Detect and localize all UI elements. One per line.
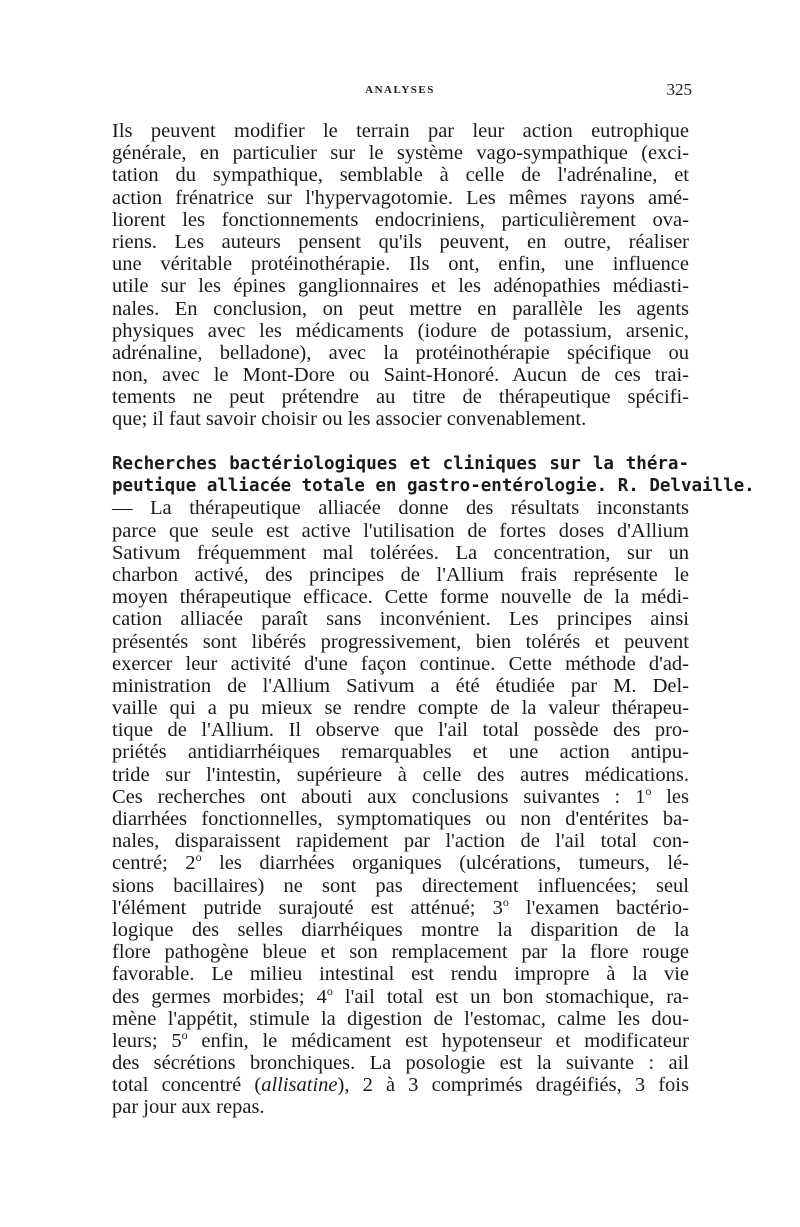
text-line: générale, en particulier sur le système vago-sympathique (exci- — [112, 142, 689, 165]
text-line: favorable. Le milieu intestinal est rendu impropre à la vie — [112, 963, 689, 986]
text-line — [112, 894, 689, 919]
text-fragment: leurs; 5 — [112, 1029, 182, 1052]
text-line: Sativum fréquemment mal tolérées. La concentration, sur un — [112, 541, 689, 564]
text-line: moyen thérapeutique efficace. Cette forme nouvelle de la médi- — [112, 586, 689, 609]
text-line — [112, 1074, 689, 1096]
text-line: flore pathogène bleue et son remplacement par la flore rouge — [112, 941, 689, 964]
text-fragment: l'élément putride surajouté est atténué; 3 — [112, 896, 503, 919]
text-line: riens. Les auteurs pensent qu'ils peuvent, en outre, réaliser — [112, 230, 689, 253]
ordinal-marker: o — [195, 850, 202, 865]
ordinal-marker: o — [181, 1028, 188, 1043]
text-line: tride sur l'intestin, supérieure à celle des autres médications. — [112, 763, 689, 786]
text-line: tements ne peut prétendre au titre de thérapeutique spécifi- — [112, 386, 689, 409]
text-line — [112, 852, 689, 874]
text-line: par jour aux repas. — [112, 1096, 265, 1119]
paragraph-rayons-conclusion — [112, 120, 689, 431]
ordinal-marker: o — [502, 894, 509, 909]
text-line: exercer leur activité d'une façon continue. Cette méthode d'ad- — [112, 652, 689, 675]
text-line: sions bacillaires) ne sont pas directement influencées; seul — [112, 874, 689, 897]
page-number: 325 — [666, 80, 692, 99]
text-line: adrénaline, belladone), avec la protéinothérapie spécifique ou — [112, 341, 689, 364]
text-line: parce que seule est active l'utilisation de fortes doses d'Allium — [112, 519, 689, 542]
text-line: action frénatrice sur l'hypervagotomie. Les mêmes rayons amé- — [112, 186, 689, 209]
text-line: charbon activé, des principes de l'Allium frais représente le — [112, 563, 689, 586]
text-fragment: centré; 2 — [112, 852, 196, 875]
text-line: non, avec le Mont-Dore ou Saint-Honoré. Aucun de ces trai- — [112, 364, 689, 387]
text-line: — La thérapeutique alliacée donne des résultats inconstants — [112, 497, 689, 520]
text-fragment: les diarrhées organiques (ulcérations, tumeurs, lé- — [201, 852, 689, 875]
text-line — [112, 1030, 689, 1052]
product-name: allisatine — [261, 1074, 338, 1097]
text-line: priétés antidiarrhéiques remarquables et une action antipu- — [112, 741, 689, 764]
text-fragment: l'examen bactério- — [508, 896, 689, 919]
running-header — [108, 80, 692, 100]
text-line: que; il faut savoir choisir ou les associer convenablement. — [112, 408, 587, 431]
text-fragment: l'ail total est un bon stomachique, ra- — [332, 985, 690, 1008]
text-line: une véritable protéinothérapie. Ils ont, enfin, une influence — [112, 253, 689, 276]
text-fragment: Ces recherches ont abouti aux conclusions suivantes : 1 — [112, 785, 646, 808]
paragraph-allium-analysis — [112, 453, 755, 1119]
text-line: utile sur les épines ganglionnaires et les adénopathies médiasti- — [112, 275, 689, 298]
text-fragment: les — [651, 785, 689, 808]
text-line: nales, disparaissent rapidement par l'action de l'ail total con- — [112, 830, 689, 853]
text-line: logique des selles diarrhéiques montre la disparition de la — [112, 918, 689, 941]
text-line: vaille qui a pu mieux se rendre compte de la valeur thérapeu- — [112, 697, 689, 720]
text-line: présentés sont libérés progressivement, bien tolérés et peuvent — [112, 630, 689, 653]
text-line: Ils peuvent modifier le terrain par leur action eutrophique — [112, 120, 689, 142]
text-fragment: des germes morbides; 4 — [112, 985, 327, 1008]
text-line: liorent les fonctionnements endocriniens, particulièrement ova- — [112, 208, 689, 231]
text-line — [112, 983, 690, 1008]
text-fragment: ), 2 à 3 comprimés dragéifiés, 3 fois — [337, 1074, 689, 1097]
text-line: nales. En conclusion, on peut mettre en parallèle les agents — [112, 297, 689, 320]
text-line: mène l'appétit, stimule la digestion de l'estomac, calme les dou- — [112, 1007, 689, 1030]
analysis-heading-line: peutique alliacée totale en gastro-entérologie. R. Delvaille. — [112, 476, 755, 497]
running-title: ANALYSES — [365, 84, 435, 96]
text-line: ministration de l'Allium Sativum a été étudiée par M. Del- — [112, 674, 689, 697]
analysis-heading-line: Recherches bactériologiques et cliniques sur la théra- — [112, 454, 689, 474]
text-line: physiques avec les médicaments (iodure de potassium, arsenic, — [112, 319, 689, 342]
text-line: diarrhées fonctionnelles, symptomatiques ou non d'entérites ba- — [112, 808, 689, 830]
text-line — [112, 783, 689, 808]
text-line: tique de l'Allium. Il observe que l'ail total possède des pro- — [112, 719, 689, 742]
text-line: tation du sympathique, semblable à celle de l'adrénaline, et — [112, 164, 689, 187]
text-fragment: enfin, le médicament est hypotenseur et modificateur — [187, 1029, 689, 1052]
ordinal-marker: o — [645, 783, 652, 798]
text-line: des sécrétions bronchiques. La posologie est la suivante : ail — [112, 1052, 689, 1075]
text-line: cation alliacée paraît sans inconvénient. Les principes ainsi — [112, 608, 689, 631]
text-fragment: total concentré ( — [112, 1074, 262, 1097]
ordinal-marker: o — [326, 983, 333, 998]
